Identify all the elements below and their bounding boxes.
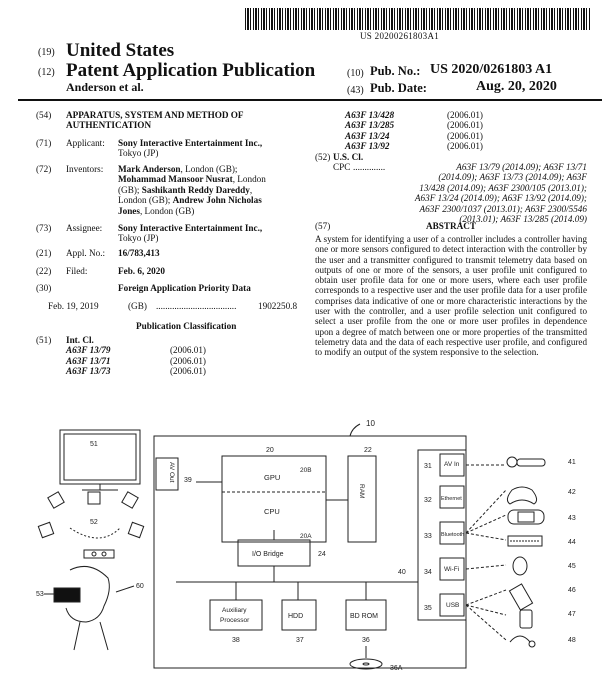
camera-icon [84, 550, 114, 558]
ref-52: 52 [90, 519, 98, 526]
ref-36a: 36A [390, 665, 403, 672]
left-column: (54) APPARATUS, SYSTEM AND METHOD OF AUTHENTICATION (71) Applicant: Sony Interactive Entertainment Inc., Tokyo (JP) (72) Inventors: Mark Anderson, London (GB); Mohammad Mansoor Nusrat, London (GB); Sashikanth Reddy Dareddy, London (GB); Andrew John Nicholas Jones, London (GB) (73) Assignee: Sony Interactive Entertainment Inc., Tokyo (JP) (21) Appl. No.: 16/783,413 (22) Filed: Feb. 6, 2020 (30) Foreign Application Priority Data Feb. 19, 2019 (GB) ................................... 1902250.8 Publication Classification (51) Int. Cl. A63F 13/79 (2006.01) A63F 13/71 (2006.01) A63F 13/73 (2006.01) [36, 110, 306, 380]
ref-39: 39 [184, 477, 192, 484]
ref-31: 31 [424, 463, 432, 470]
ref-53: 53 [36, 591, 44, 598]
code-12: (12) [38, 67, 55, 78]
code-43: (43) [347, 85, 364, 96]
abstract-text: A system for identifying a user of a controller includes a controller having one or more sensors configured to detect interaction with the controller by the user and a transmitter configured to transmit telemetry data based on outputs of one or more of the sensors, a user profile unit configured to obtain user profile data for one or more users, where each user profile corresponds to a respective user and the user profile data for a user profile comprises data indicative of one or more characteristic interactions by the user with the controller, and a user profile selection unit configured to select a user profile from the one or more user profiles in dependence upon a degree of match between one or more properties of the transmitted telemetry data and the data of each respective user profile, and configured to modify an output of the system responsive to the selection. [315, 234, 587, 358]
ethernet-label: Ethernet [441, 496, 462, 502]
ref-47: 47 [568, 611, 576, 618]
ref-20a: 20A [300, 533, 312, 540]
ref-44: 44 [568, 539, 576, 546]
usb-label: USB [446, 602, 460, 609]
foreign-number: 1902250.8 [258, 301, 298, 311]
pub-no-label: Pub. No.: [370, 64, 421, 78]
assignee-name: Sony Interactive Entertainment Inc., [118, 223, 263, 233]
inventor-short: Anderson et al. [66, 80, 144, 94]
code-19: (19) [38, 47, 55, 58]
application-number: 16/783,413 [118, 248, 160, 258]
ref-48: 48 [568, 637, 576, 644]
hdd-label: HDD [288, 613, 304, 620]
handheld-console-icon [508, 510, 544, 524]
ref-36: 36 [362, 637, 370, 644]
ref-20: 20 [266, 447, 274, 454]
tv-icon [60, 430, 140, 484]
ref-60: 60 [136, 583, 144, 590]
ref-42: 42 [568, 489, 576, 496]
ref-43: 43 [568, 515, 576, 522]
bd-rom-label: BD ROM [350, 613, 378, 620]
patent-title: APPARATUS, SYSTEM AND METHOD OF AUTHENTICATION [66, 110, 244, 131]
ref-41: 41 [568, 459, 576, 466]
ref-32: 32 [424, 497, 432, 504]
ref-35: 35 [424, 605, 432, 612]
foreign-priority-title: Foreign Application Priority Data [118, 283, 251, 293]
aux-label: Auxiliary [222, 607, 247, 614]
inventors-list: Mark Anderson, London (GB); Mohammad Mansoor Nusrat, London (GB); Sashikanth Reddy Dareddy, London (GB); Andrew John Nicholas Jones, London (GB) [118, 164, 266, 216]
io-bridge-label: I/O Bridge [252, 551, 284, 558]
barcode-image [245, 8, 590, 30]
keyboard-icon [508, 536, 542, 546]
gpu-label: GPU [264, 473, 281, 482]
ref-40: 40 [398, 569, 406, 576]
country-name: United States [66, 40, 175, 61]
ref-10: 10 [366, 419, 375, 428]
user-hmd-icon [54, 566, 109, 650]
aux-label-2: Processor [220, 617, 250, 624]
applicant-name: Sony Interactive Entertainment Inc., [118, 138, 263, 148]
abstract-title: ABSTRACT [425, 221, 477, 231]
leader-10 [350, 424, 360, 436]
av-out-label: AV Out [168, 462, 175, 483]
headset-icon [510, 636, 535, 647]
remote-icon [509, 584, 532, 610]
publication-type: Patent Application Publication [66, 60, 316, 81]
speaker-icon [38, 492, 143, 538]
move-controller-icon [507, 457, 545, 467]
ref-46: 46 [568, 587, 576, 594]
ref-51: 51 [90, 441, 98, 448]
pub-class-title: Publication Classification [136, 321, 237, 331]
ref-37: 37 [296, 637, 304, 644]
ref-34: 34 [424, 569, 432, 576]
cpu-label: CPU [264, 507, 280, 516]
patent-figure [0, 410, 616, 680]
ref-33: 33 [424, 533, 432, 540]
ref-45: 45 [568, 563, 576, 570]
phone-icon [520, 610, 532, 628]
ref-22: 22 [364, 447, 372, 454]
ram-box [348, 456, 376, 542]
barcode-number: US 20200261803A1 [360, 31, 440, 41]
pub-date-label: Pub. Date: [370, 81, 427, 95]
filed-date: Feb. 6, 2020 [118, 266, 165, 276]
header-rule [18, 99, 602, 101]
pub-date: Aug. 20, 2020 [476, 79, 557, 94]
code-10: (10) [347, 68, 364, 79]
ref-24: 24 [318, 551, 326, 558]
right-column: A63F 13/428 (2006.01) A63F 13/285 (2006.01) A63F 13/24 (2006.01) A63F 13/92 (2006.01) (52) U.S. Cl. CPC .............. A63F 13/79 (2014.09); A63F 13/71 (2014.09); A63F 13/73 (2014.09); A63F 13/428 (2014.09); A63F 2300/105 (2013.01); A63F 13/24 (2014.09); A63F 13/92 (2014.09); A63F 2300/1037 (2013.01); A63F 2300/5546 (2013.01); A63F 13/285 (2014.09) (57) ABSTRACT A system for identifying a user of a controller includes a controller having one or more sensors configured to detect interaction with the controller by the user and a transmitter configured to transmit telemetry data based on outputs of one or more of the sensors, a user profile unit configured to obtain user profile data for one or more users, where each user profile corresponds to a respective user and the user profile data for a user profile comprises data indicative of one or more characteristic interactions by the user with the controller, and a user profile selection unit configured to select a user profile from the one or more user profiles in dependence upon a degree of match between one or more properties of the transmitted telemetry data and the data of each respective user profile, and configured to modify an output of the system responsive to the selection. [315, 110, 587, 358]
gamepad-icon [507, 487, 536, 504]
pub-no: US 2020/0261803 A1 [430, 62, 553, 77]
av-in-label: AV In [444, 461, 460, 468]
bluetooth-label: Bluetooth [441, 532, 465, 538]
wifi-label: Wi-Fi [444, 566, 460, 573]
ref-20b: 20B [300, 467, 312, 474]
ref-38: 38 [232, 637, 240, 644]
ram-label: RAM [358, 484, 365, 499]
mouse-icon [513, 557, 527, 575]
aux-processor-box [210, 600, 262, 630]
